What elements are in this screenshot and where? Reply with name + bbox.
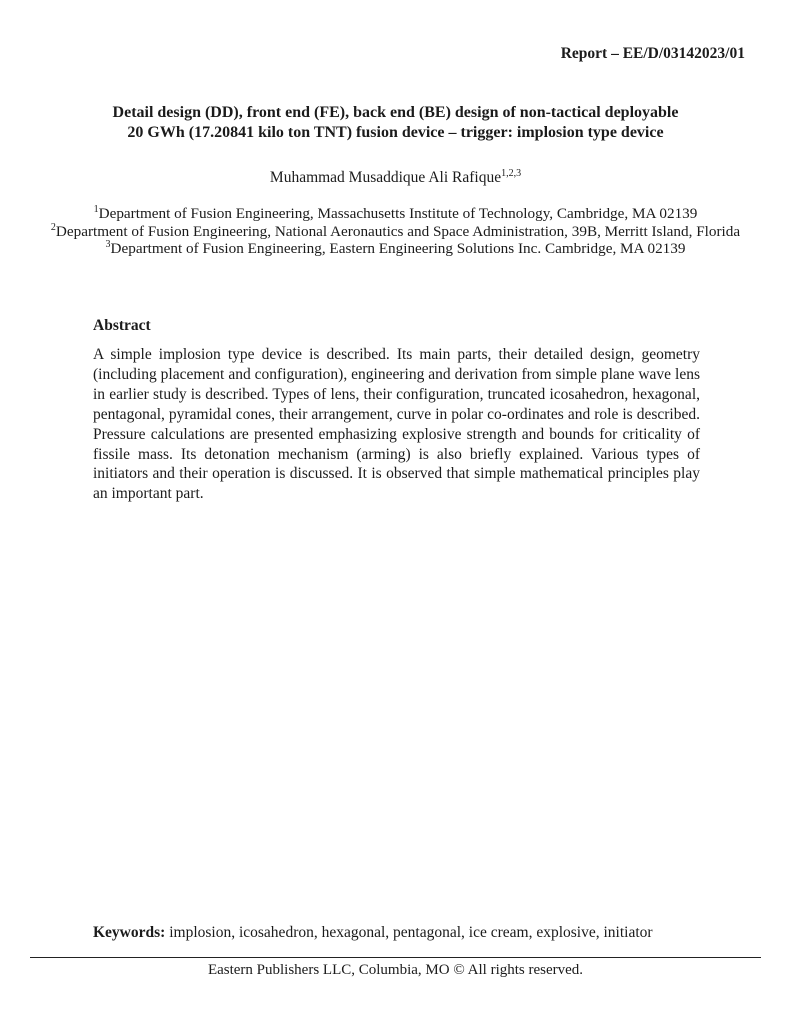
affiliation-2-superscript: 2 [50,221,56,233]
affiliation-2-text: Department of Fusion Engineering, National Aeronautics and Space Administration, 39B, Merritt Island, Florida [55,222,741,240]
keywords-label: Keywords: [93,924,166,941]
affiliation-3-text: Department of Fusion Engineering, Eastern Engineering Solutions Inc. Cambridge, MA 02139 [110,240,686,258]
report-number: Report – EE/D/03142023/01 [560,45,745,62]
author-line [0,169,791,187]
affiliation-line-1 [0,205,791,223]
affiliation-1-superscript: 1 [93,203,99,215]
affiliations [0,205,791,258]
keywords-line [93,924,653,942]
publisher-footer: Eastern Publishers LLC, Columbia, MO © All rights reserved. [207,962,584,978]
abstract-heading: Abstract [93,317,151,334]
affiliation-line-2 [0,223,791,241]
affiliation-1-text: Department of Fusion Engineering, Massachusetts Institute of Technology, Cambridge, MA 02139 [98,205,698,222]
abstract-body: A simple implosion type device is described. Its main parts, their detailed design, geometry (including placement and configuration), engineering and derivation from simple plane wave lens in earlier study is described. Types of lens, their configuration, truncated icosahedron, hexagonal, pentagonal, pyramidal cones, their arrangement, curve in polar co-ordinates and role is described. Pressure calculations are presented emphasizing explosive strength and bounds for criticality of fissile mass. Its detonation mechanism (arming) is also briefly explained. Various types of initiators and their operation is discussed. It is observed that simple mathematical principles play an important part. [93,346,700,503]
author-name: Muhammad Musaddique Ali Rafique [269,169,502,186]
affiliation-3-superscript: 3 [105,239,111,251]
paper-title [0,103,791,142]
paper-title-line-1: Detail design (DD), front end (FE), back end (BE) design of non-tactical deployable [112,104,679,121]
paper-title-line-2: 20 GWh (17.20841 kilo ton TNT) fusion device – trigger: implosion type device [127,123,664,141]
keywords-text: implosion, icosahedron, hexagonal, pentagonal, ice cream, explosive, initiator [165,924,653,941]
affiliation-line-3 [0,240,791,258]
author-superscript: 1,2,3 [501,167,522,179]
footer-divider [30,957,761,958]
